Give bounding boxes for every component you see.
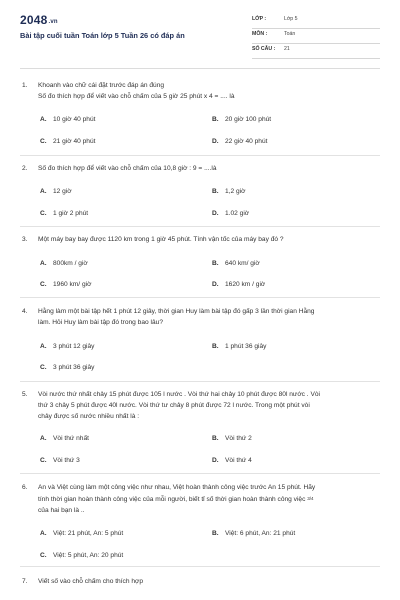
question-separator [20, 381, 380, 382]
logo-domain: .vn [48, 19, 58, 25]
question-number: 7. [22, 578, 28, 585]
meta-value: Toán [284, 31, 296, 37]
option-a[interactable]: A. 800km / giờ [40, 260, 88, 267]
option-d[interactable]: D. 1.02 giờ [212, 210, 250, 217]
question-line: Một máy bay bay được 1120 km trong 1 giờ 45 phút. Tính vận tốc của máy bay đó ? [38, 236, 284, 243]
option-d[interactable]: D. 1620 km / giờ [212, 281, 266, 288]
question-number: 4. [22, 308, 28, 315]
question-line: của hai bạn là .. [38, 507, 85, 514]
question-number: 3. [22, 236, 28, 243]
question-text [38, 234, 378, 245]
header [0, 0, 400, 72]
option-d[interactable]: D. 22 giờ 40 phút [212, 138, 268, 145]
question-text [38, 389, 378, 422]
question-separator [20, 155, 380, 156]
question-separator [20, 473, 380, 474]
question-line: thứ 3 chảy 5 phút được 40l nước. Vòi thứ tư chảy 8 phút được 72 l nước. Trong một phút vòi [38, 402, 310, 409]
question-separator [20, 226, 380, 227]
question-line: Hằng làm một bài tập hết 1 phút 12 giây, thời gian Huy làm bài tập đó gấp 3 lần thời gian Hằng [38, 308, 315, 315]
meta-key: SỐ CÂU : [252, 46, 276, 52]
option-c[interactable]: C. 3 phút 36 giây [40, 364, 95, 371]
option-b[interactable]: B. 20 giờ 100 phút [212, 116, 272, 123]
question-line: tính thời gian hoàn thành công việc của mỗi người, biết tỉ số thời gian hoàn thành công việc 3/4 [38, 496, 314, 503]
option-c[interactable]: C. 1 giờ 2 phút [40, 210, 89, 217]
option-a[interactable]: A. Vòi thứ nhất [40, 435, 89, 442]
question-text [38, 482, 378, 516]
question-line: Khoanh vào chữ cái đặt trước đáp án đúng [38, 82, 165, 89]
question-line: Vòi nước thứ nhất chảy 15 phút được 105 l nước . Vòi thứ hai chảy 10 phút được 80l nước . Vòi [38, 391, 320, 398]
option-c[interactable]: C. Vòi thứ 3 [40, 457, 80, 464]
option-a[interactable]: A. 12 giờ [40, 188, 72, 195]
meta-row-subject [252, 28, 380, 44]
option-a[interactable]: A. Việt: 21 phút, An: 5 phút [40, 530, 124, 537]
question-number: 6. [22, 484, 28, 491]
option-a[interactable]: A. 10 giờ 40 phút [40, 116, 96, 123]
question-number: 2. [22, 165, 28, 172]
option-d[interactable]: D. Vòi thứ 4 [212, 457, 252, 464]
question-text [38, 163, 378, 174]
header-divider [20, 68, 380, 69]
option-c[interactable]: C. 21 giờ 40 phút [40, 138, 96, 145]
document-title: Bài tập cuối tuần Toán lớp 5 Tuần 26 có đáp án [20, 31, 185, 40]
question-line: Viết số vào chỗ chấm cho thích hợp [38, 578, 144, 585]
question-text [38, 80, 378, 102]
option-b[interactable]: B. 640 km/ giờ [212, 260, 260, 267]
meta-row-class [252, 13, 380, 29]
question-line: An và Việt cùng làm một công việc như nhau, Việt hoàn thành công việc trước An 15 phút. Hãy [38, 484, 316, 491]
logo-number: 2048 [20, 13, 48, 27]
question-line: Số đo thích hợp để viết vào chỗ chấm của 10,8 giờ : 9 = ....là [38, 165, 217, 172]
meta-key: LỚP : [252, 16, 267, 22]
fraction-3-4: 3/4 [307, 496, 314, 501]
question-text [38, 306, 378, 328]
option-b[interactable]: B. Vòi thứ 2 [212, 435, 252, 442]
meta-row-count [252, 43, 380, 59]
question-line: Số đo thích hợp để viết vào chỗ chấm của 5 giờ 25 phút x 4 = .... là [38, 93, 235, 100]
option-c[interactable]: C. 1960 km/ giờ [40, 281, 92, 288]
option-b[interactable]: B. 1 phút 36 giây [212, 343, 267, 350]
question-text [38, 576, 378, 587]
question-line: chảy được số nước nhiều nhất là : [38, 413, 140, 420]
meta-value: 21 [284, 46, 290, 52]
meta-key: MÔN : [252, 31, 268, 37]
option-a[interactable]: A. 3 phút 12 giây [40, 343, 95, 350]
option-c[interactable]: C. Việt: 5 phút, An: 20 phút [40, 552, 124, 559]
site-logo[interactable] [20, 13, 58, 27]
option-b[interactable]: B. Việt: 6 phút, An: 21 phút [212, 530, 296, 537]
question-number: 5. [22, 391, 28, 398]
question-line: làm. Hỏi Huy làm bài tập đó trong bao lâu? [38, 319, 163, 326]
question-separator [20, 297, 380, 298]
question-number: 1. [22, 82, 28, 89]
option-b[interactable]: B. 1,2 giờ [212, 188, 246, 195]
meta-value: Lớp 5 [284, 16, 298, 22]
question-separator [20, 566, 380, 567]
